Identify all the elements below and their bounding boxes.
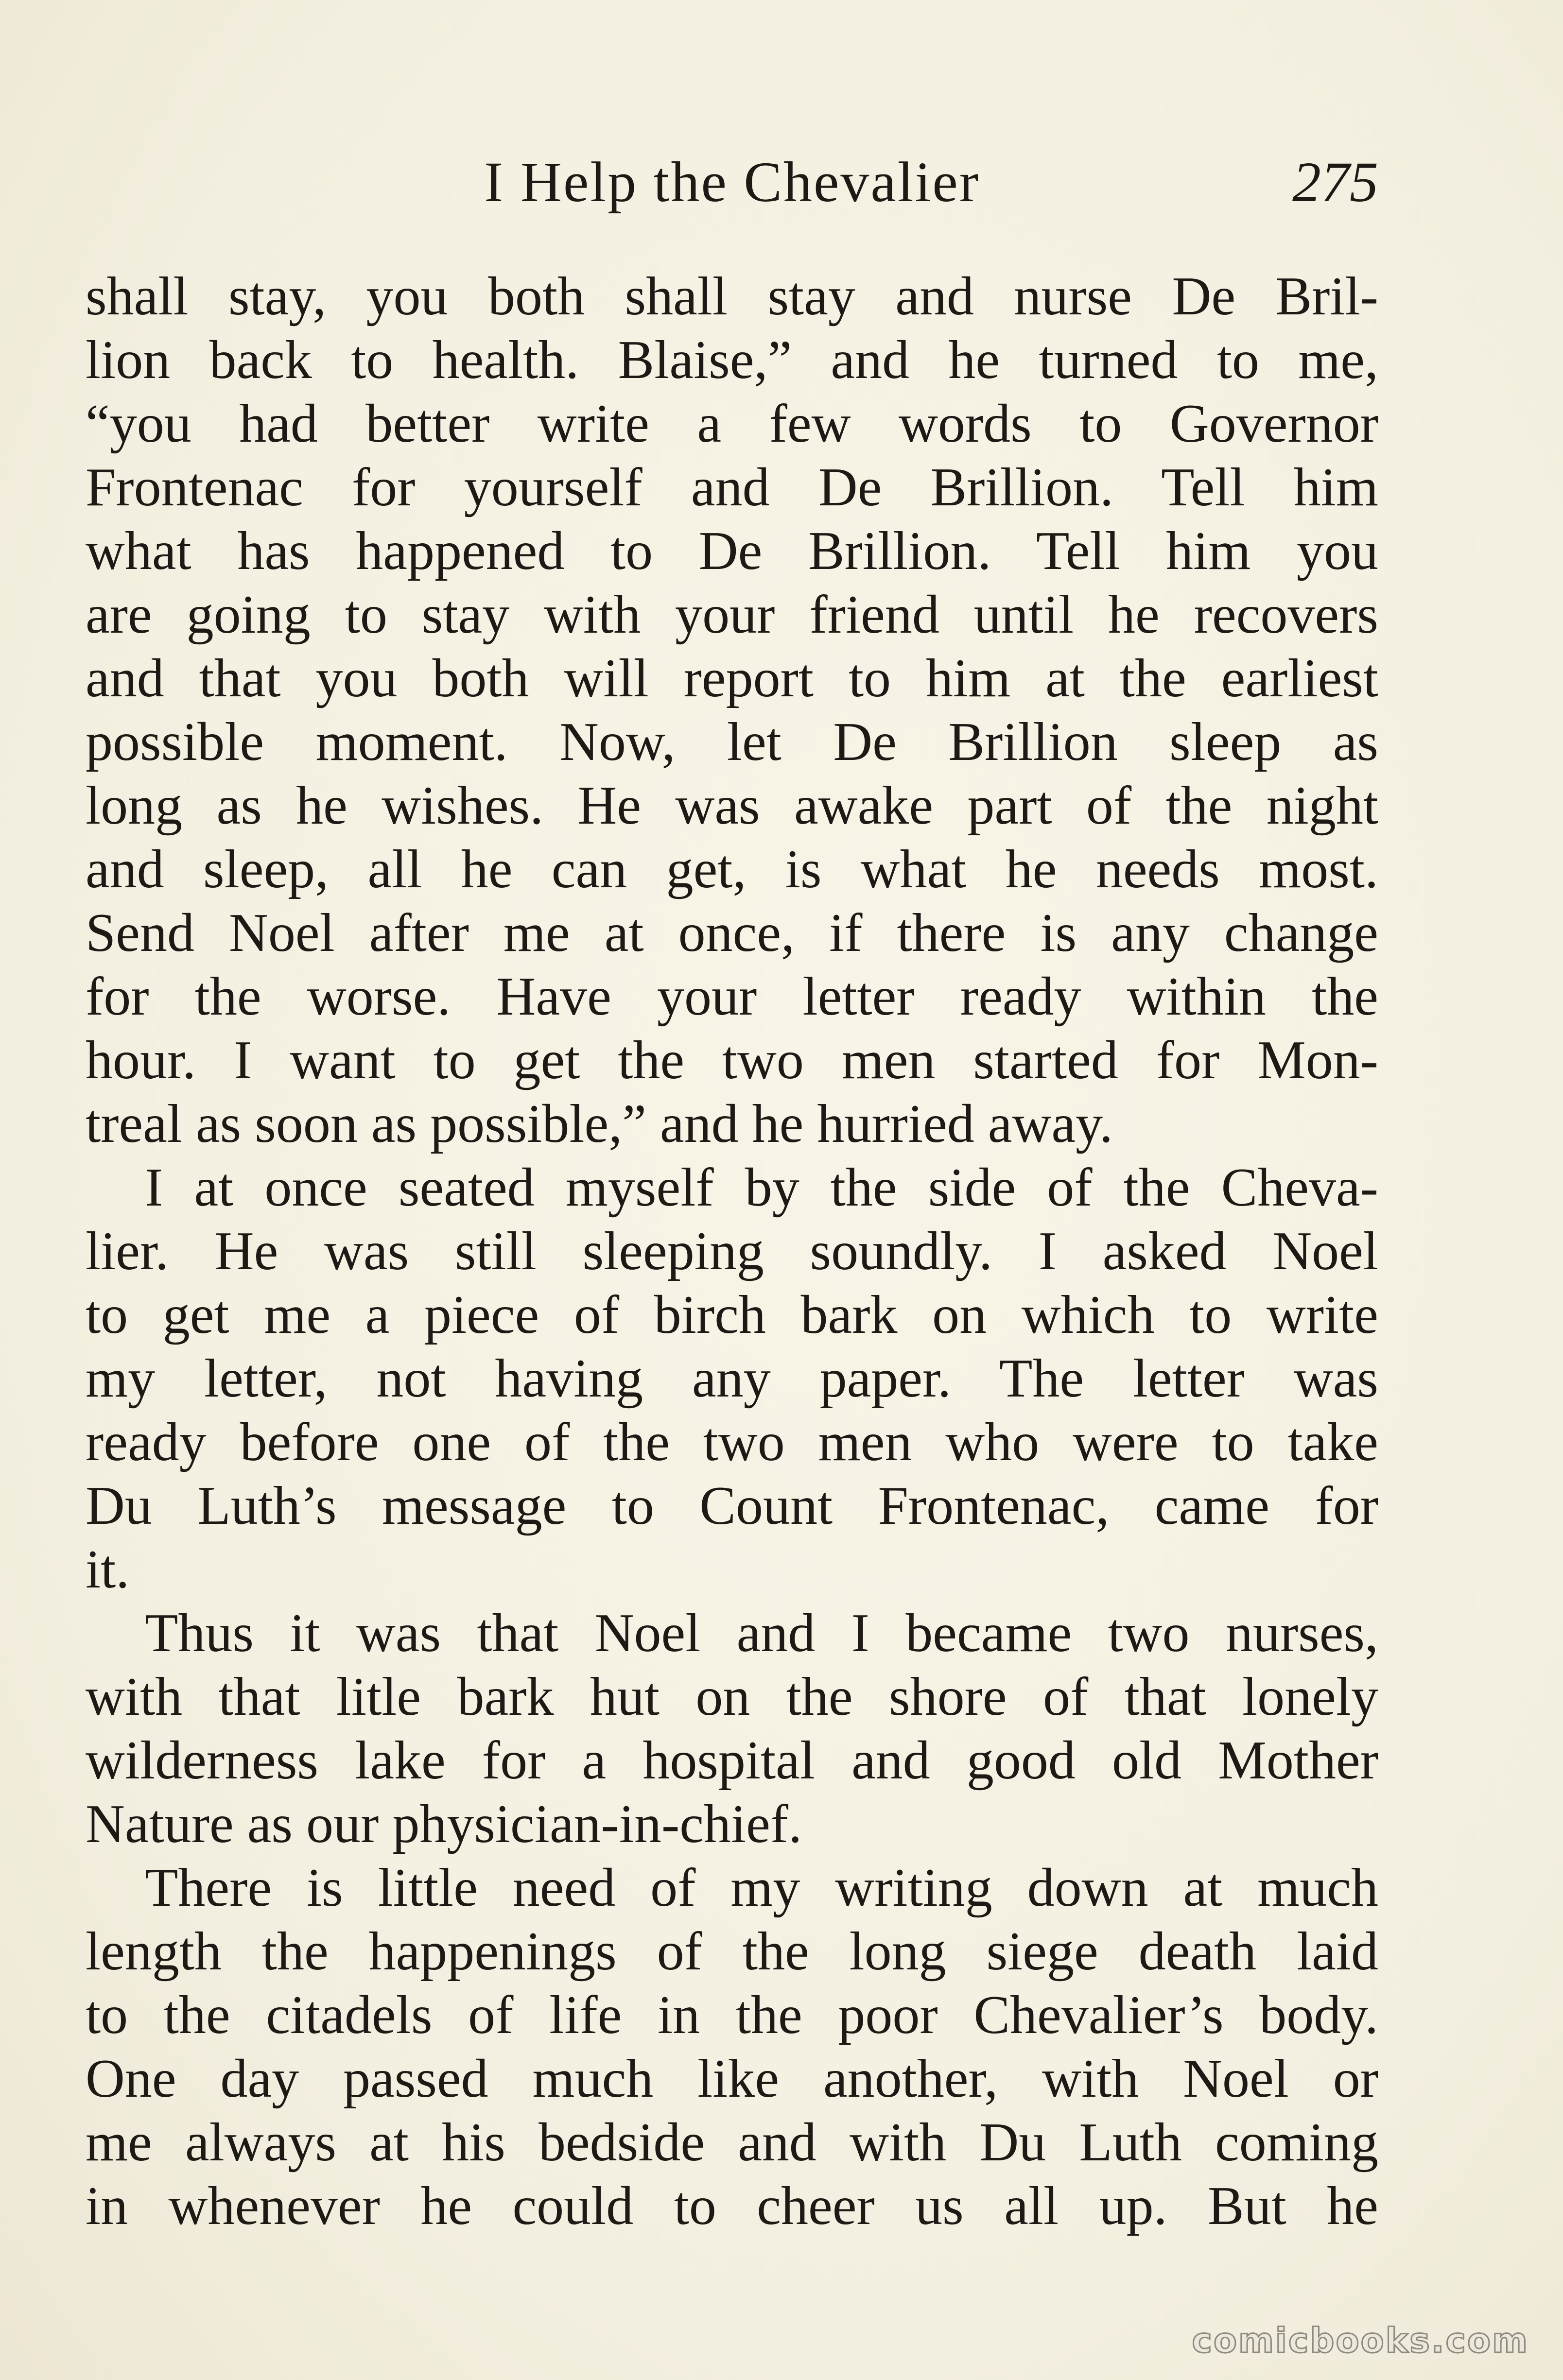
paragraph-3 bbox=[86, 1602, 1378, 1856]
chapter-title: I Help the Chevalier bbox=[484, 150, 980, 214]
running-head bbox=[86, 146, 1378, 219]
text-line: to the citadels of life in the poor Chevalier’s body. bbox=[86, 1985, 1378, 2045]
text-line: me always at his bedside and with Du Luth coming bbox=[86, 2112, 1378, 2173]
text-line: Frontenac for yourself and De Brillion. Tell him bbox=[86, 457, 1378, 517]
text-line: it. bbox=[86, 1539, 130, 1600]
text-line: Nature as our physician-in-chief. bbox=[86, 1794, 802, 1854]
text-line: my letter, not having any paper. The letter was bbox=[86, 1348, 1378, 1409]
text-line: I at once seated myself by the side of the Cheva- bbox=[145, 1157, 1378, 1218]
paragraph-1 bbox=[86, 265, 1378, 1156]
text-line: “you had better write a few words to Governor bbox=[86, 394, 1378, 454]
text-line: One day passed much like another, with Noel or bbox=[86, 2049, 1378, 2109]
text-line: Send Noel after me at once, if there is any change bbox=[86, 903, 1378, 963]
text-line: long as he wishes. He was awake part of the night bbox=[86, 776, 1378, 836]
text-line: length the happenings of the long siege death laid bbox=[86, 1921, 1378, 1982]
text-line: ready before one of the two men who were to take bbox=[86, 1412, 1378, 1472]
text-line: possible moment. Now, let De Brillion sleep as bbox=[86, 712, 1378, 772]
text-line: in whenever he could to cheer us all up. But he bbox=[86, 2176, 1378, 2236]
text-line: and sleep, all he can get, is what he needs most. bbox=[86, 839, 1378, 899]
text-line: Du Luth’s message to Count Frontenac, came for bbox=[86, 1476, 1378, 1536]
text-line: Thus it was that Noel and I became two nurses, bbox=[145, 1603, 1378, 1663]
text-line: for the worse. Have your letter ready within the bbox=[86, 966, 1378, 1027]
text-line: to get me a piece of birch bark on which to write bbox=[86, 1285, 1378, 1345]
paragraph-4 bbox=[86, 1856, 1378, 2238]
watermark: comicbooks.com bbox=[1192, 2321, 1529, 2361]
text-line: shall stay, you both shall stay and nurse De Bril- bbox=[86, 266, 1378, 327]
text-line: lion back to health. Blaise,” and he turned to me, bbox=[86, 330, 1378, 390]
text-line: There is little need of my writing down at much bbox=[145, 1858, 1378, 1918]
page-number: 275 bbox=[1292, 150, 1378, 214]
body-text bbox=[86, 265, 1378, 2238]
text-line: hour. I want to get the two men started for Mon- bbox=[86, 1030, 1378, 1090]
text-line: wilderness lake for a hospital and good old Mother bbox=[86, 1730, 1378, 1791]
text-line: lier. He was still sleeping soundly. I asked Noel bbox=[86, 1221, 1378, 1281]
text-line: are going to stay with your friend until he recovers bbox=[86, 585, 1378, 645]
text-line: and that you both will report to him at the earliest bbox=[86, 648, 1378, 708]
text-line: what has happened to De Brillion. Tell him you bbox=[86, 521, 1378, 581]
paragraph-2 bbox=[86, 1156, 1378, 1602]
text-line: treal as soon as possible,” and he hurried away. bbox=[86, 1094, 1113, 1154]
text-line: with that litle bark hut on the shore of that lonely bbox=[86, 1667, 1378, 1727]
